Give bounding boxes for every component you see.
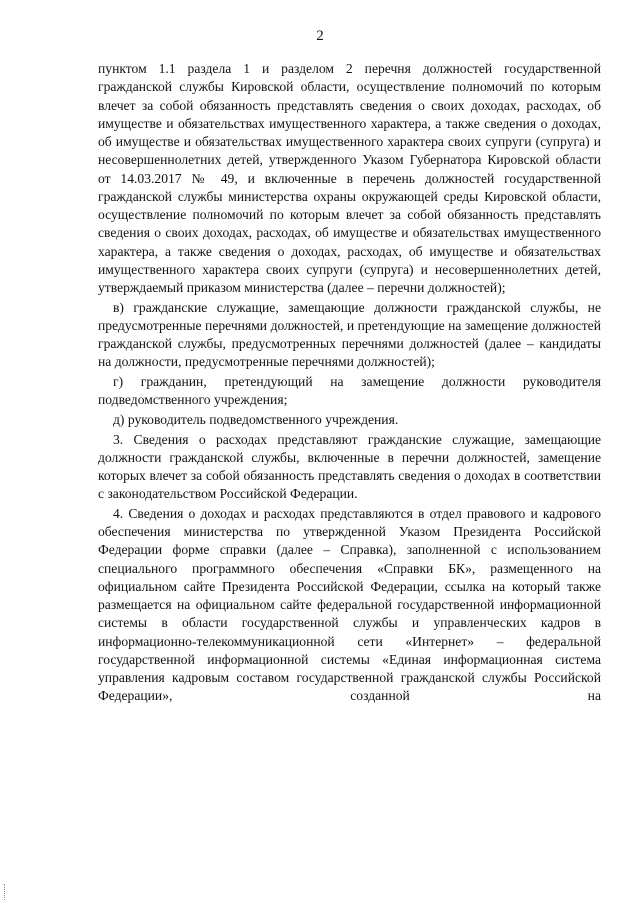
page-number: 2 — [316, 28, 324, 44]
paragraph-4: 4. Сведения о доходах и расходах представляются в отдел правового и кадрового обеспечения министерства по утвержденной Указом Президента Российской Федерации форме справки (далее – Справка), заполненной с использованием специального программного обеспечения «Справки БК», размещенного на официальном сайте Президента Российской Федерации, ссылка на который также размещается на официальном сайте федеральной государственной информационной системы в области государственной службы и управленческих кадров в информационно-телекоммуникационной сети «Интернет» – федеральной государственной информационной системы «Единая информационная система управления кадровым составом государственной гражданской службы Российской Федерации», созданной на — [98, 505, 601, 704]
paragraph-g: г) гражданин, претендующий на замещение должности руководителя подведомственного учреждения; — [98, 374, 601, 408]
scan-artifact — [4, 884, 7, 900]
paragraph-d: д) руководитель подведомственного учреждения. — [113, 411, 399, 427]
paragraph-1: пунктом 1.1 раздела 1 и разделом 2 перечня должностей государственной гражданской службы Кировской области, осуществление полномочий по которым влечет за собой обязанность представлять сведения о своих доходах, расходах, об имуществе и обязательствах имущественного характера, а также сведения о доходах, об имуществе и обязательствах имущественного характера своих супруги (супруга) и несовершеннолетних детей, утвержденного Указом Губернатора Кировской области от 14.03.2017 № 49, и включенные в перечень должностей государственной гражданской службы министерства охраны окружающей среды Кировской области, осуществление полномочий по которым влечет за собой обязанность представлять сведения о своих доходах, расходах, об имуществе и обязательствах имущественного характера, а также сведения о доходах, расходах, об имуществе и обязательствах имущественного характера своих супруги (супруга) и несовершеннолетних детей, утверждаемый приказом министерства (далее – перечни должностей); — [98, 61, 601, 295]
document-body — [98, 60, 601, 706]
paragraph-3: 3. Сведения о расходах представляют гражданские служащие, замещающие должности гражданской службы, включенные в перечни должностей, замещение которых влечет за собой обязанность представлять сведения о доходах в соответствии с законодательством Российской Федерации. — [98, 431, 601, 502]
paragraph-v: в) гражданские служащие, замещающие должности гражданской службы, не предусмотренные перечнями должностей, и претендующие на замещение должностей гражданской службы, предусмотренных перечнями должностей (далее – кандидаты на должности, предусмотренные перечнями должностей); — [98, 299, 601, 370]
